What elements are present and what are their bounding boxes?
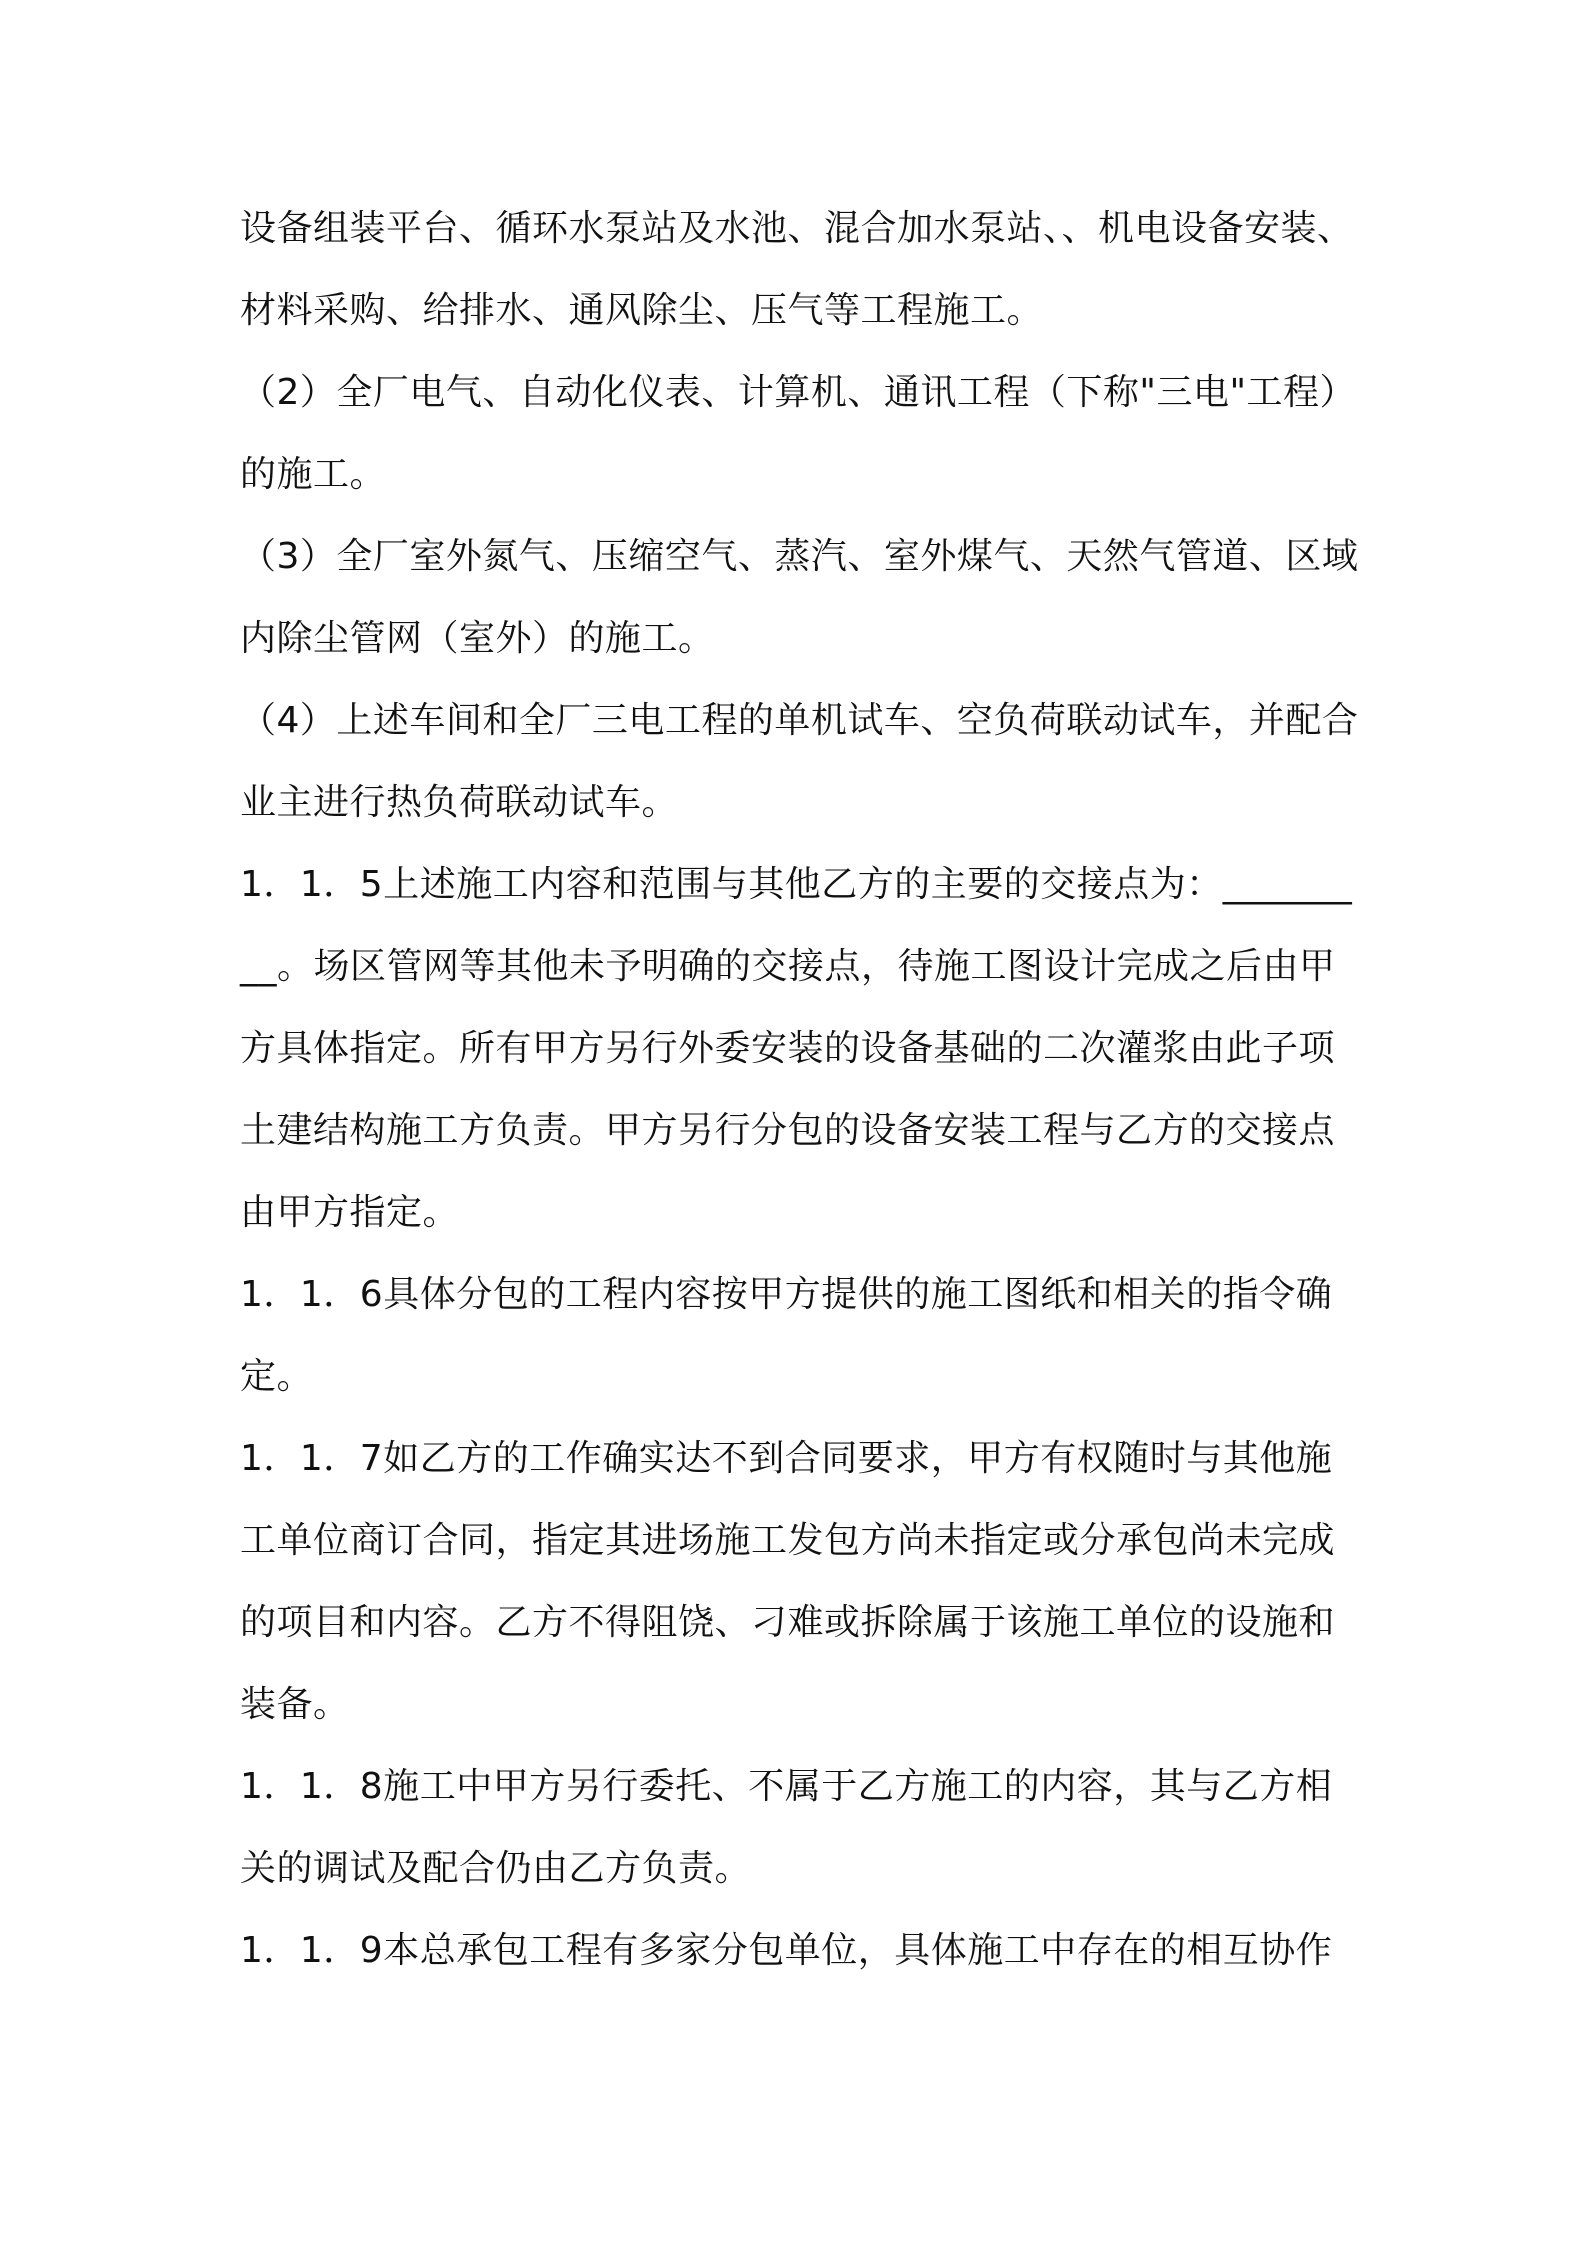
paragraph-clause-1-1-5: 1．1．5上述施工内容和范围与其他乙方的主要的交接点为：_________。场区管网等其他未予明确的交接点，待施工图设计完成之后由甲方具体指定。所有甲方另行外委安装的设备基础的二次灌浆由此子项土建结构施工方负责。甲方另行分包的设备安装工程与乙方的交接点由甲方指定。 [240, 864, 1353, 1233]
paragraph-item-2: （2）全厂电气、自动化仪表、计算机、通讯工程（下称"三电"工程）的施工。 [240, 372, 1357, 495]
paragraph-clause-1-1-8: 1．1．8施工中甲方另行委托、不属于乙方施工的内容，其与乙方相关的调试及配合仍由乙方负责。 [240, 1766, 1333, 1889]
paragraph-item-3: （3）全厂室外氮气、压缩空气、蒸汽、室外煤气、天然气管道、区域内除尘管网（室外）的施工。 [240, 536, 1359, 659]
paragraph-item-4: （4）上述车间和全厂三电工程的单机试车、空负荷联动试车，并配合业主进行热负荷联动试车。 [240, 700, 1359, 823]
paragraph-clause-1-1-7: 1．1．7如乙方的工作确实达不到合同要求，甲方有权随时与其他施工单位商订合同，指定其进场施工发包方尚未指定或分承包尚未完成的项目和内容。乙方不得阻饶、刁难或拆除属于该施工单位的设施和装备。 [240, 1438, 1336, 1725]
paragraph-scope-continued: 设备组装平台、循环水泵站及水池、混合加水泵站、、机电设备安装、材料采购、给排水、通风除尘、压气等工程施工。 [240, 208, 1354, 331]
paragraph-clause-1-1-6: 1．1．6具体分包的工程内容按甲方提供的施工图纸和相关的指令确定。 [240, 1274, 1333, 1397]
paragraph-clause-1-1-9: 1．1．9本总承包工程有多家分包单位，具体施工中存在的相互协作 [240, 1930, 1333, 1971]
document-body [240, 188, 1360, 1992]
